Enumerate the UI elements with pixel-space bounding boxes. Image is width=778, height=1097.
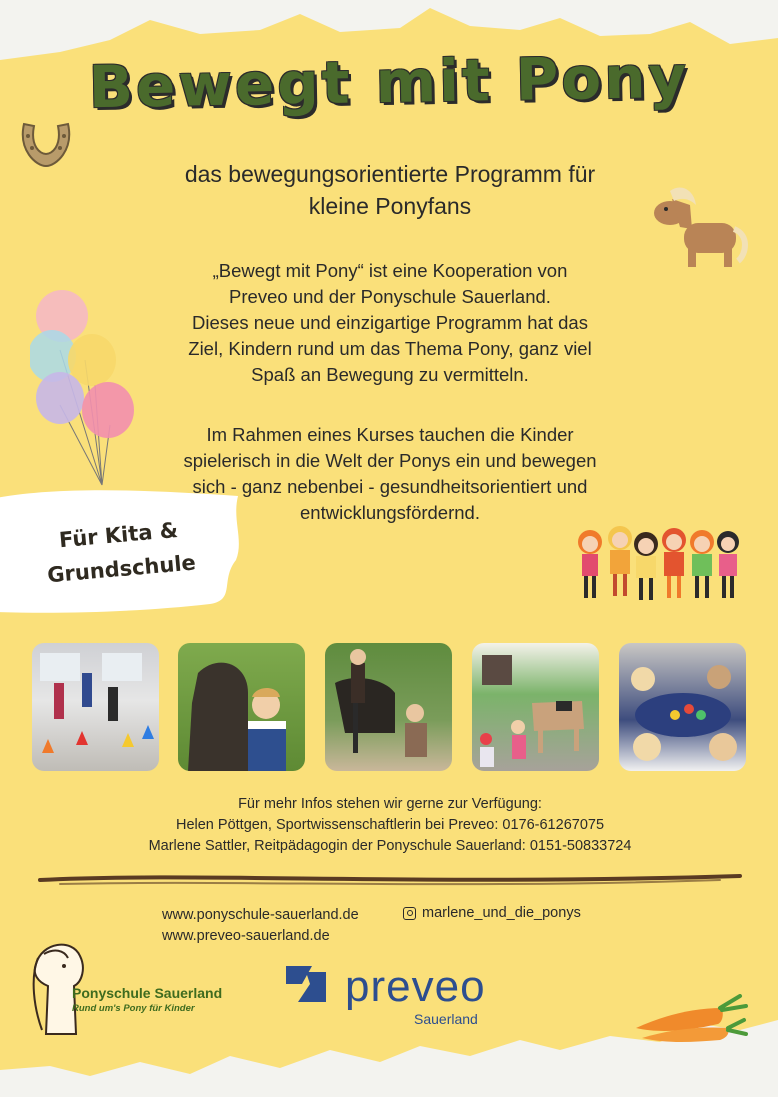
subtitle-line: das bewegungsorientierte Programm für bbox=[184, 161, 596, 187]
horseshoe-icon bbox=[14, 110, 78, 170]
contact-line: Helen Pöttgen, Sportwissenschaftlerin bei Preveo: 0176-61267075 bbox=[175, 817, 605, 833]
contact-line: Für mehr Infos stehen wir gerne zur Verfügung: bbox=[238, 796, 542, 812]
website-link[interactable]: www.ponyschule-sauerland.de bbox=[162, 907, 359, 923]
intro-line: Dieses neue und einzigartige Programm hat das bbox=[192, 312, 588, 333]
instagram-handle: marlene_und_die_ponys bbox=[422, 905, 581, 921]
pony-icon bbox=[650, 175, 750, 275]
intro-line: Preveo und der Ponyschule Sauerland. bbox=[229, 286, 551, 307]
ponyschule-tagline: Rund um's Pony für Kinder bbox=[72, 1003, 195, 1014]
preveo-logo-icon bbox=[282, 962, 330, 1012]
photo-kids-outdoor-pony bbox=[472, 643, 599, 771]
intro-line: Spaß an Bewegung zu vermitteln. bbox=[251, 364, 529, 385]
course-text bbox=[150, 422, 630, 526]
subtitle bbox=[140, 158, 640, 222]
intro-text bbox=[150, 258, 630, 388]
course-line: entwicklungsfördernd. bbox=[300, 502, 480, 523]
course-line: sich - ganz nebenbei - gesundheitsorientiert und bbox=[192, 476, 588, 497]
preveo-region: Sauerland bbox=[414, 1011, 478, 1027]
main-headline: Bewegt mit Pony bbox=[88, 42, 690, 122]
carrot-icon bbox=[632, 994, 748, 1046]
subtitle-line: kleine Ponyfans bbox=[308, 193, 472, 219]
children-icon bbox=[572, 520, 744, 612]
photo-kids-table bbox=[619, 643, 746, 771]
instagram-icon bbox=[403, 907, 416, 920]
instagram-link[interactable] bbox=[403, 905, 581, 921]
photo-child-with-pony bbox=[178, 643, 305, 771]
ponyschule-name: Ponyschule Sauerland bbox=[72, 985, 223, 1001]
badge-line: Grundschule bbox=[46, 550, 197, 588]
photo-gym-cones bbox=[32, 643, 159, 771]
course-line: spielerisch in die Welt der Ponys ein und bewegen bbox=[183, 450, 597, 471]
preveo-wordmark: preveo bbox=[345, 962, 486, 1011]
contact-info bbox=[90, 794, 690, 857]
website-link[interactable]: www.preveo-sauerland.de bbox=[162, 928, 330, 944]
course-line: Im Rahmen eines Kurses tauchen die Kinder bbox=[206, 424, 574, 445]
intro-line: „Bewegt mit Pony“ ist eine Kooperation von bbox=[212, 260, 568, 281]
photo-pony-outdoor bbox=[325, 643, 452, 771]
intro-line: Ziel, Kindern rund um das Thema Pony, ganz viel bbox=[188, 338, 592, 359]
website-links bbox=[162, 905, 359, 947]
contact-line: Marlene Sattler, Reitpädagogin der Ponyschule Sauerland: 0151-50833724 bbox=[148, 838, 632, 854]
badge-line: Für Kita & bbox=[58, 517, 179, 553]
balloons-icon bbox=[30, 290, 140, 495]
photo-strip bbox=[32, 643, 746, 771]
